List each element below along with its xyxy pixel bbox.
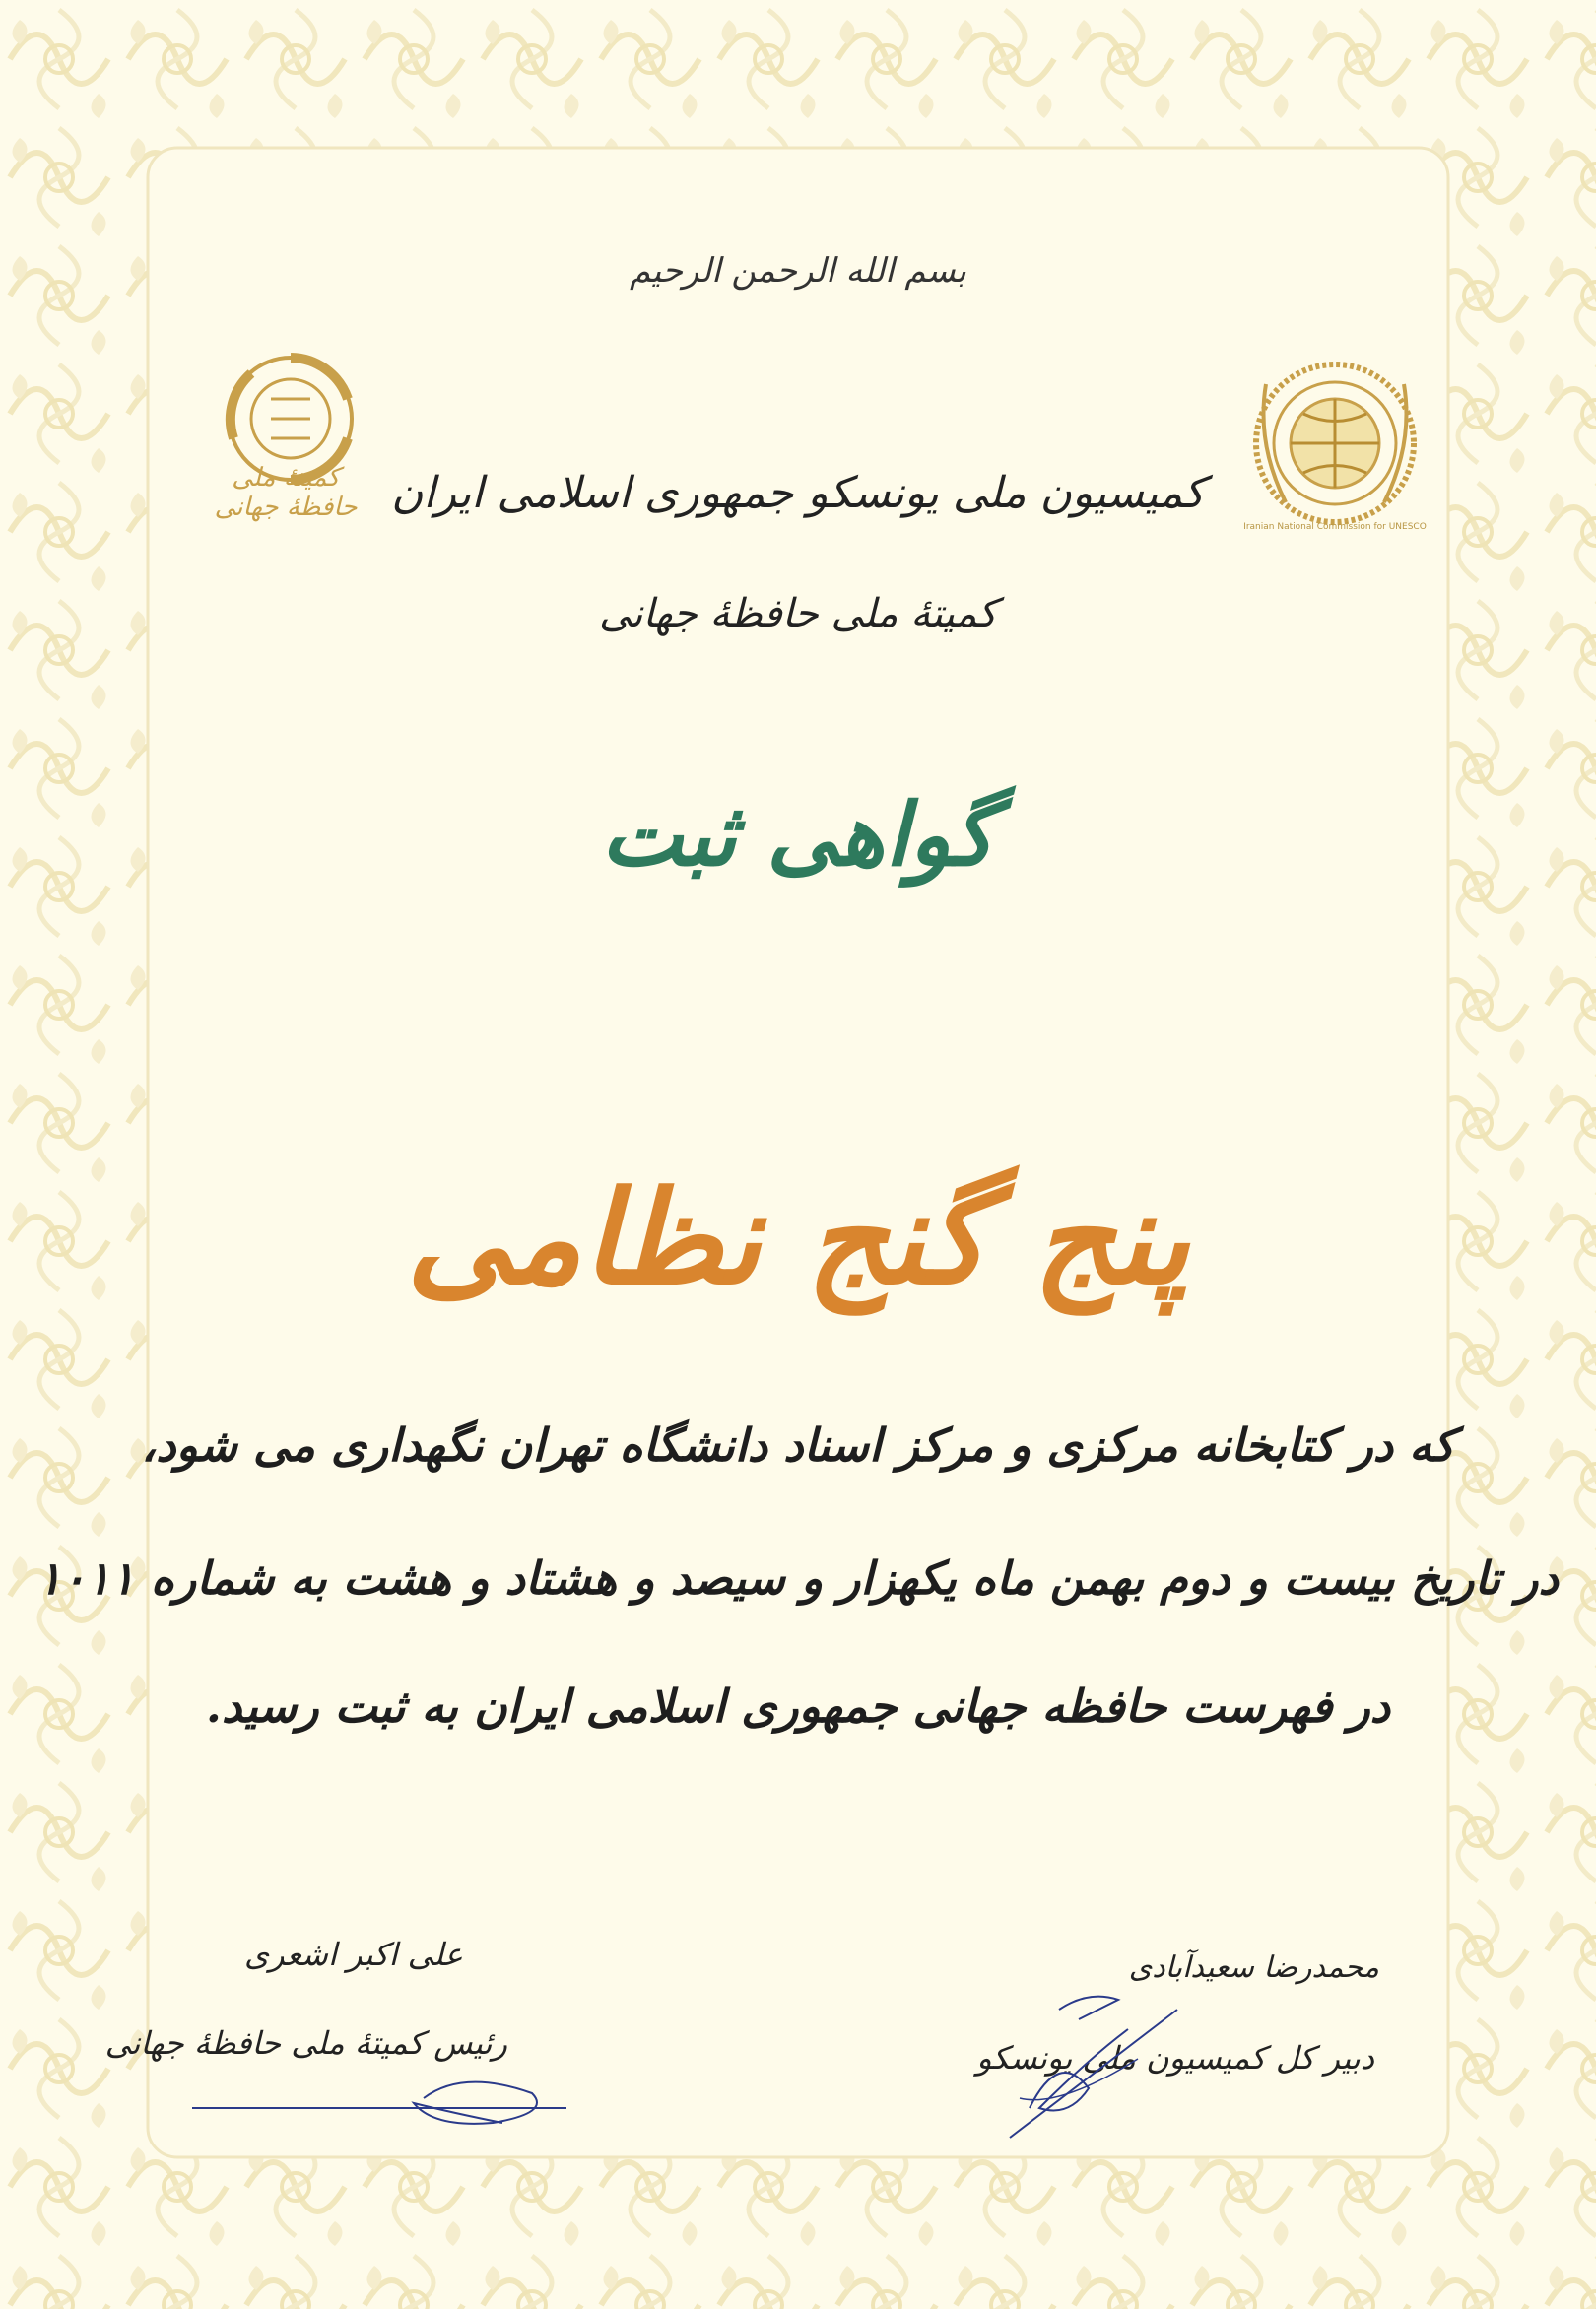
certificate-body-line: در تاریخ بیست و دوم بهمن ماه یکهزار و سیصد و هشتاد و هشت به شماره ۱۰۱۱ <box>37 1551 1559 1605</box>
left-logo-caption: کمیتهٔ ملی حافظهٔ جهانی <box>214 463 358 522</box>
commission-name: کمیسیون ملی یونسکو جمهوری اسلامی ایران <box>391 468 1205 518</box>
committee-name: کمیتهٔ ملی حافظهٔ جهانی <box>598 591 998 636</box>
basmala-heading: بسم الله الرحمن الرحيم <box>630 251 966 291</box>
certificate-body-line: در فهرست حافظه جهانی جمهوری اسلامی ایران به ثبت رسید. <box>205 1680 1391 1733</box>
heritage-name: پنج گنج نظامی <box>406 1162 1190 1313</box>
left-signature <box>187 2059 571 2138</box>
right-signatory-title: دبیر کل کمیسیون ملی یونسکو <box>976 2039 1374 2077</box>
right-logo-caption: Iranian National Commission for UNESCO <box>1243 522 1427 532</box>
left-signatory-name: علی اکبر اشعری <box>244 1936 463 1973</box>
left-signatory-title: رئیس کمیتهٔ ملی حافظهٔ جهانی <box>104 2024 507 2062</box>
certificate-body-line: که در کتابخانه مرکزی و مرکز اسناد دانشگاه تهران نگهداری می شود، <box>141 1418 1455 1472</box>
certificate-title: گواهی ثبت <box>601 783 995 886</box>
right-signatory-name: محمدرضا سعیدآبادی <box>1128 1950 1379 1985</box>
right-signature <box>1000 1950 1197 2147</box>
